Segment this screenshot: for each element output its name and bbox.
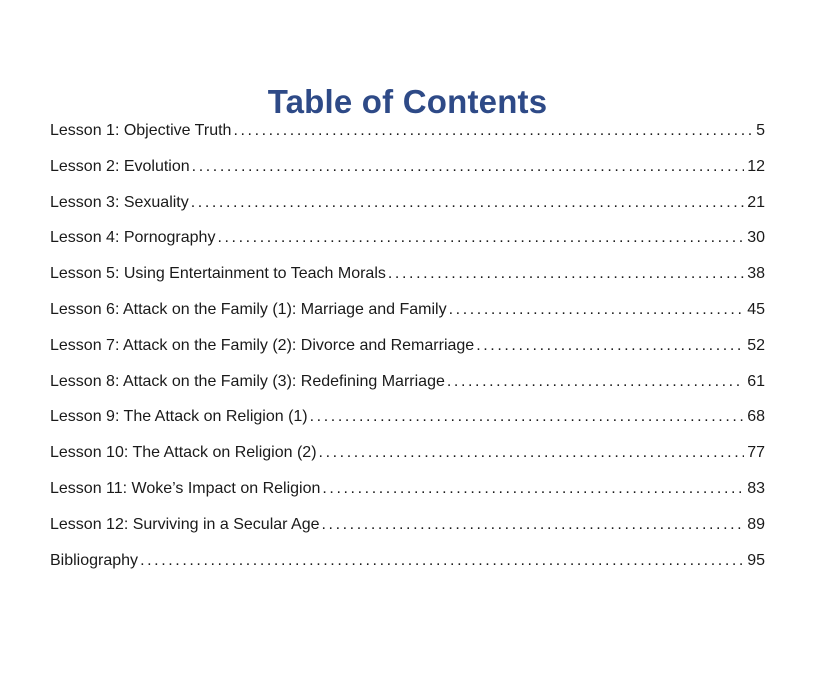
toc-entry-label: Lesson 12: Surviving in a Secular Age <box>50 515 320 533</box>
toc-entry-page: 52 <box>747 336 765 354</box>
table-of-contents <box>50 122 765 587</box>
toc-entry-page: 68 <box>747 408 765 426</box>
toc-entry-label: Lesson 9: The Attack on Religion (1) <box>50 408 308 426</box>
toc-entry <box>50 337 765 373</box>
toc-entry <box>50 301 765 337</box>
toc-dot-leader <box>388 265 744 283</box>
toc-dot-leader <box>322 480 744 498</box>
toc-entry-label: Lesson 4: Pornography <box>50 229 216 247</box>
toc-entry <box>50 265 765 301</box>
toc-entry-page: 21 <box>747 193 765 211</box>
toc-dot-leader <box>319 444 745 462</box>
toc-entry-label: Lesson 5: Using Entertainment to Teach Morals <box>50 265 386 283</box>
toc-entry-page: 5 <box>756 122 765 139</box>
toc-entry <box>50 122 765 158</box>
toc-entry-page: 95 <box>747 551 765 569</box>
page-title: Table of Contents <box>267 83 548 121</box>
toc-entry <box>50 373 765 409</box>
toc-entry-page: 38 <box>747 265 765 283</box>
toc-dot-leader <box>140 552 744 570</box>
toc-entry-label: Lesson 8: Attack on the Family (3): Redefining Marriage <box>50 372 445 390</box>
toc-entry-page: 30 <box>747 229 765 247</box>
toc-entry-label: Lesson 11: Woke’s Impact on Religion <box>50 479 321 497</box>
toc-entry-page: 89 <box>747 515 765 533</box>
toc-entry <box>50 194 765 230</box>
toc-dot-leader <box>192 158 745 176</box>
toc-entry-label: Lesson 6: Attack on the Family (1): Marriage and Family <box>50 300 447 318</box>
toc-entry-label: Bibliography <box>50 551 139 569</box>
toc-entry <box>50 229 765 265</box>
toc-entry-page: 45 <box>747 300 765 318</box>
toc-entry-label: Lesson 1: Objective Truth <box>50 122 232 139</box>
toc-dot-leader <box>191 194 744 212</box>
toc-dot-leader <box>447 373 744 391</box>
toc-entry <box>50 552 765 588</box>
toc-entry-label: Lesson 7: Attack on the Family (2): Divorce and Remarriage <box>50 336 475 354</box>
toc-dot-leader <box>217 229 744 247</box>
toc-dot-leader <box>233 122 753 140</box>
toc-dot-leader <box>322 516 745 534</box>
toc-entry-label: Lesson 2: Evolution <box>50 157 190 175</box>
toc-entry-label: Lesson 10: The Attack on Religion (2) <box>50 444 317 462</box>
toc-entry <box>50 158 765 194</box>
toc-entry <box>50 480 765 516</box>
toc-entry-page: 77 <box>747 444 765 462</box>
toc-entry-page: 61 <box>747 372 765 390</box>
toc-entry <box>50 516 765 552</box>
toc-entry <box>50 444 765 480</box>
toc-entry-page: 83 <box>747 479 765 497</box>
toc-entry-label: Lesson 3: Sexuality <box>50 193 189 211</box>
toc-entry-page: 12 <box>747 157 765 175</box>
toc-entry <box>50 408 765 444</box>
toc-dot-leader <box>449 301 745 319</box>
toc-dot-leader <box>476 337 744 355</box>
toc-dot-leader <box>310 408 745 426</box>
